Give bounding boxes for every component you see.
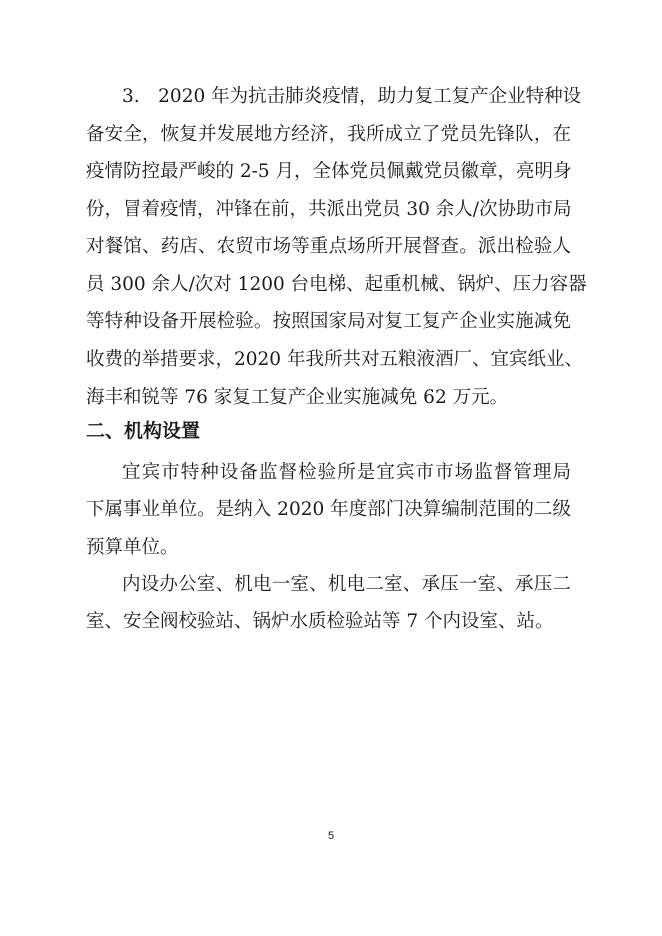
text-line: 宜宾市特种设备监督检验所是宜宾市市场监督管理局	[122, 462, 571, 483]
text-line: 内设办公室、机电一室、机电二室、承压一室、承压二	[122, 574, 571, 595]
page-number: 5	[327, 830, 335, 842]
text-line: 员 300 余人/次对 1200 台电梯、起重机械、锅炉、压力容器	[86, 274, 587, 295]
text-line: 预算单位。	[86, 537, 179, 558]
text-line: 疫情防控最严峻的 2-5 月，全体党员佩戴党员徽章，亮明身	[86, 161, 572, 182]
text-line: 海丰和锐等 76 家复工复产企业实施减免 62 万元。	[86, 387, 509, 408]
text-line: 备安全，恢复并发展地方经济，我所成立了党员先锋队，在	[86, 124, 571, 145]
section-heading: 二、机构设置	[86, 420, 201, 442]
text-line: 收费的举措要求，2020 年我所共对五粮液酒厂、宜宾纸业、	[86, 349, 583, 370]
text-line: 室、安全阀校验站、锅炉水质检验站等 7 个内设室、站。	[86, 611, 554, 632]
text-line: 份，冒着疫情，冲锋在前，共派出党员 30 余人/次协助市局	[86, 199, 572, 220]
text-line: 对餐馆、药店、农贸市场等重点场所开展督查。派出检验人	[86, 236, 571, 257]
text-line: 3. 2020 年为抗击肺炎疫情，助力复工复产企业特种设	[122, 86, 582, 107]
text-line: 下属事业单位。是纳入 2020 年度部门决算编制范围的二级	[86, 499, 571, 520]
text-line: 等特种设备开展检验。按照国家局对复工复产企业实施减免	[86, 311, 571, 332]
